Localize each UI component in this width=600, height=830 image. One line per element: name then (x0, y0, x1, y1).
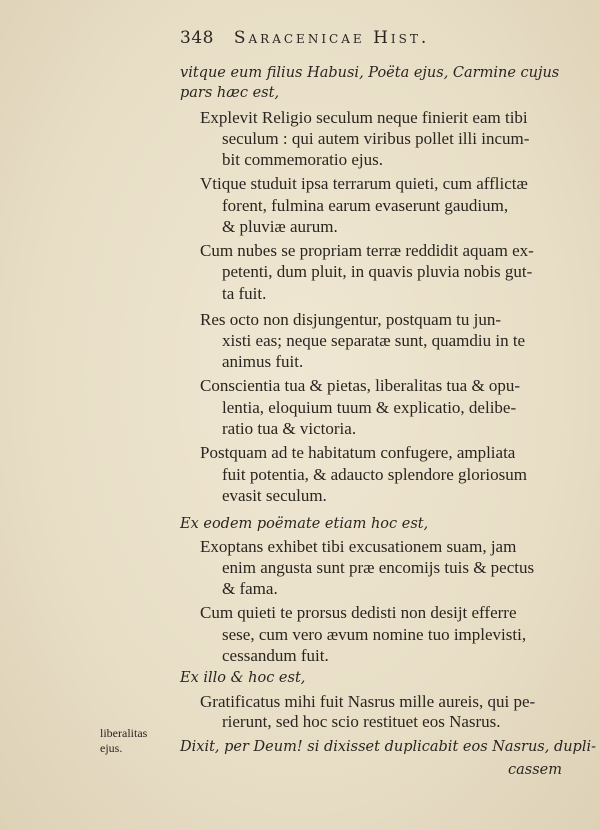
verse-line: & pluviæ aurum. (222, 217, 338, 236)
verse-line: Exoptans exhibet tibi excusationem suam, jam (200, 537, 517, 556)
verse-line: Res octo non disjungentur, postquam tu jun- (200, 310, 502, 329)
verse-line: & fama. (222, 579, 278, 598)
verse-line: Cum quieti te prorsus dedisti non desijt efferre (200, 603, 517, 622)
intro-line: Dixit, per Deum! si dixisset duplicabit eos Nasrus, dupli- (180, 739, 597, 755)
page-number: 348 (180, 28, 214, 48)
marginal-note-line-1: liberalitas (100, 726, 148, 740)
verse-line: ta fuit. (222, 284, 267, 303)
verse-line: lentia, eloquium tuum & explicatio, delibe- (222, 398, 517, 417)
verse-line: Cum nubes se propriam terræ reddidit aquam ex- (200, 241, 534, 260)
verse-line: rierunt, sed hoc scio restituet eos Nasrus. (222, 712, 501, 731)
verse-line: sese, cum vero ævum nomine tuo implevisti, (222, 625, 527, 644)
verse-line: bit commemoratio ejus. (222, 150, 383, 169)
marginal-note-line-2: ejus. (100, 741, 123, 755)
verse-line: Conscientia tua & pietas, liberalitas tua & opu- (200, 376, 521, 395)
verse-line: seculum : qui autem viribus pollet illi incum- (222, 129, 530, 148)
intro-line: Ex eodem poëmate etiam hoc est, (180, 516, 429, 532)
verse-line: enim angusta sunt præ encomijs tuis & pectus (222, 558, 535, 577)
intro-line: Ex illo & hoc est, (180, 670, 306, 686)
verse-line: Vtique studuit ipsa terrarum quieti, cum afflictæ (200, 174, 528, 193)
verse-line: Gratificatus mihi fuit Nasrus mille aureis, qui pe- (200, 692, 536, 711)
verse-line: cessandum fuit. (222, 646, 329, 665)
verse-line: evasit seculum. (222, 486, 327, 505)
intro-line: pars hæc est, (180, 85, 280, 101)
verse-line: Postquam ad te habitatum confugere, ampliata (200, 443, 516, 462)
running-title: Saracenicae Hist. (233, 28, 430, 48)
verse-line: fuit potentia, & adaucto splendore gloriosum (222, 465, 527, 484)
verse-line: ratio tua & victoria. (222, 419, 357, 438)
verse-line: petenti, dum pluit, in quavis pluvia nobis gut- (222, 262, 533, 281)
verse-line: Explevit Religio seculum neque finierit eam tibi (200, 108, 528, 127)
page-header (180, 28, 429, 48)
intro-line: vitque eum filius Habusi, Poëta ejus, Carmine cujus (180, 65, 560, 81)
verse-line: xisti eas; neque separatæ sunt, quamdiu in te (222, 331, 526, 350)
verse-line: forent, fulmina earum evaserunt gaudium, (222, 196, 509, 215)
catchword: cassem (508, 762, 562, 778)
verse-line: animus fuit. (222, 352, 304, 371)
